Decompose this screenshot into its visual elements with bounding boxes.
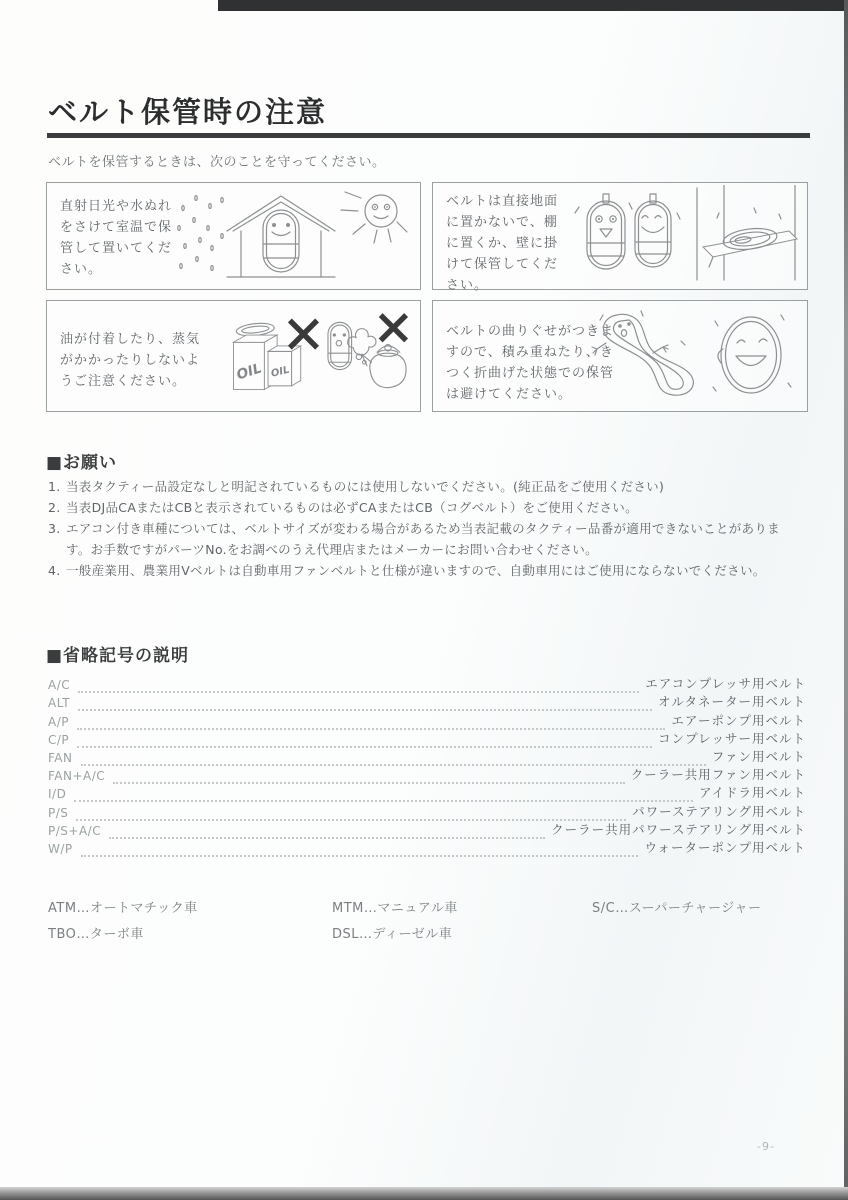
rain-house-sun-illustration [169, 186, 415, 286]
abbreviation-row [48, 711, 806, 729]
abbreviation-description: クーラー共用パワーステアリング用ベルト [551, 821, 806, 837]
vehicle-code: TBO…ターボ車 [48, 927, 144, 942]
notice-item [48, 497, 800, 518]
dotted-leader [109, 829, 545, 839]
notice-heading: ■お願い [46, 453, 118, 473]
abbreviation-description: コンプレッサー用ベルト [658, 730, 806, 746]
notice-list [48, 476, 800, 581]
abbreviation-description: ウォーターポンプ用ベルト [644, 839, 806, 855]
abbreviation-row [48, 802, 806, 820]
notice-item-text: 一般産業用、農業用Vベルトは自動車用ファンベルトと仕様が違いますので、自動車用にはご使用にならないでください。 [66, 563, 766, 578]
dotted-leader [77, 720, 665, 730]
precaution-text: ベルトの曲りぐせがつきますので、積み重ねたり、きつく折曲げた状態での保管は避けてください。 [446, 324, 615, 403]
dotted-leader [81, 756, 706, 766]
vehicle-code: MTM…マニュアル車 [332, 901, 458, 916]
abbreviation-row [48, 675, 806, 693]
abbreviation-code: P/S+A/C [48, 823, 102, 838]
precaution-box-2 [432, 182, 808, 294]
abbreviations-heading: ■省略記号の説明 [46, 646, 190, 666]
dotted-leader [78, 701, 652, 711]
svg-text:OIL: OIL [269, 364, 291, 380]
precaution-box-3 [46, 300, 421, 412]
abbreviation-description: ファン用ベルト [711, 748, 806, 764]
abbreviation-description: アイドラ用ベルト [699, 785, 806, 801]
notice-item-number: 1. [48, 479, 61, 494]
notice-item-number: 2. [48, 500, 61, 515]
belts-wall-shelf-illustration [557, 185, 801, 285]
notice-item-number: 3. [48, 521, 61, 536]
svg-text:OIL: OIL [234, 360, 264, 384]
notice-item-text: エアコン付き車種については、ベルトサイズが変わる場合があるため当表記載のタクティー品番が適用できないことがあります。お手数ですがパーツNo.をお調べのうえ代理店またはメーカーにお問い合わせください。 [66, 521, 780, 557]
abbreviation-code: C/P [48, 732, 70, 747]
precaution-box-4 [432, 300, 808, 412]
scan-edge-right [844, 0, 848, 1200]
abbreviation-description: クーラー共用ファン用ベルト [630, 767, 806, 783]
abbreviation-code: A/C [48, 678, 71, 693]
abbreviation-row [48, 730, 806, 748]
abbreviation-description: エアコンプレッサ用ベルト [645, 676, 806, 692]
scan-edge-top [218, 0, 848, 11]
abbreviation-code: A/P [48, 714, 69, 729]
abbreviation-row [48, 766, 806, 784]
notice-item [48, 518, 800, 560]
precaution-text: 油が付着したり、蒸気がかかったりしないようご注意ください。 [60, 332, 201, 390]
precaution-text: 直射日光や水ぬれをさけて室温で保管して置いてください。 [60, 199, 173, 278]
abbreviation-description: エアーポンプ用ベルト [671, 712, 806, 728]
intro-text: ベルトを保管するときは、次のことを守ってください。 [48, 155, 386, 170]
vehicle-code: DSL…ディーゼル車 [332, 927, 453, 942]
abbreviation-code: I/D [48, 787, 67, 802]
abbreviation-list [48, 675, 806, 857]
scan-edge-bottom [0, 1187, 848, 1200]
abbreviation-description: オルタネーター用ベルト [657, 694, 806, 710]
abbreviation-row [48, 839, 806, 857]
dotted-leader [76, 811, 626, 821]
abbreviation-code: FAN [48, 750, 73, 765]
bent-belt-warning-illustration [573, 305, 803, 405]
abbreviation-row [48, 693, 806, 711]
precaution-text: ベルトは直接地面に置かないで、棚に置くか、壁に掛けて保管してください。 [446, 194, 559, 294]
dotted-leader [113, 774, 625, 784]
vehicle-code: S/C…スーパーチャージャー [592, 901, 762, 916]
vehicle-codes-column-3 [592, 896, 762, 922]
abbreviation-code: W/P [48, 841, 73, 856]
dotted-leader [77, 738, 652, 748]
abbreviation-code: ALT [48, 696, 71, 711]
abbreviation-row [48, 784, 806, 802]
page-number: -9- [757, 1140, 775, 1153]
vehicle-codes-column-1 [48, 896, 198, 948]
abbreviation-code: FAN+A/C [48, 769, 106, 784]
abbreviation-description: パワーステアリング用ベルト [632, 803, 806, 819]
dotted-leader [78, 683, 639, 693]
vehicle-code: ATM…オートマチック車 [48, 901, 198, 916]
notice-item [48, 560, 800, 581]
abbreviation-code: P/S [48, 805, 69, 820]
dotted-leader [74, 792, 693, 802]
notice-item-text: 当表タクティー品設定なしと明記されているものには使用しないでください。(純正品をご使用ください) [66, 479, 665, 494]
title-underline [47, 133, 810, 138]
abbreviation-row [48, 748, 806, 766]
oil-steam-prohibited-illustration [199, 305, 417, 405]
page-title: ベルト保管時の注意 [48, 95, 328, 129]
vehicle-codes-column-2 [332, 896, 458, 948]
dotted-leader [81, 847, 639, 857]
notice-item-text: 当表DJ品CAまたはCBと表示されているものは必ずCAまたはCB（コグベルト）をご使用ください。 [66, 500, 638, 515]
precaution-box-1 [46, 182, 421, 290]
notice-item-number: 4. [48, 563, 61, 578]
notice-item [48, 476, 800, 497]
abbreviation-row [48, 821, 806, 839]
